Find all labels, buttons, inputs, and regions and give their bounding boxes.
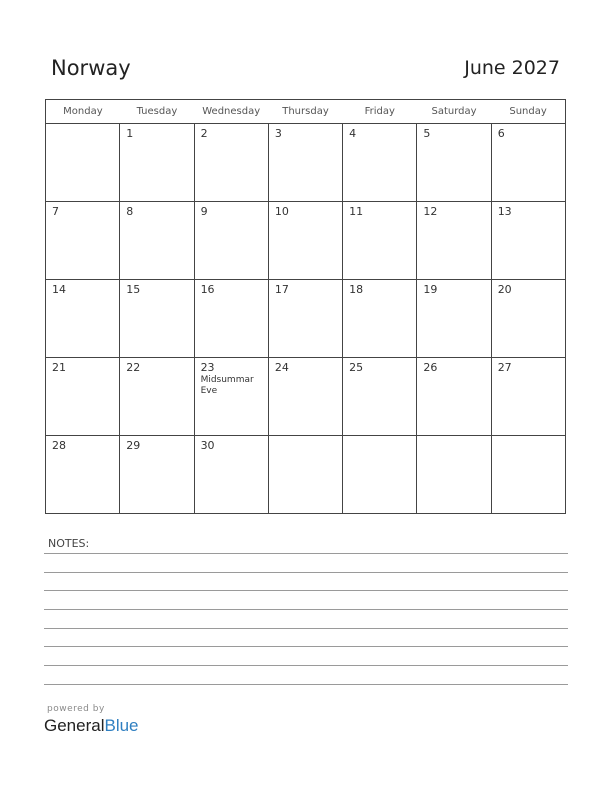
day-cell: [417, 124, 491, 202]
day-cell: [120, 358, 194, 436]
day-cell: [194, 124, 268, 202]
day-cell: [194, 280, 268, 358]
day-cell: [46, 280, 120, 358]
weekday-thursday: Thursday: [268, 100, 342, 124]
day-cell: [491, 280, 565, 358]
day-number: 14: [52, 283, 66, 296]
weekday-header-row: [46, 100, 566, 124]
day-number: [417, 436, 490, 439]
month-title: June 2027: [464, 57, 560, 79]
day-cell: [417, 202, 491, 280]
day-cell: [343, 436, 417, 514]
day-number: [269, 436, 342, 439]
notes-line: [44, 572, 568, 573]
day-number: 28: [52, 439, 66, 452]
day-number: 5: [423, 127, 431, 140]
day-cell: [343, 280, 417, 358]
day-cell: [417, 436, 491, 514]
notes-line: [44, 609, 568, 610]
notes-line: [44, 646, 568, 647]
day-cell: [343, 202, 417, 280]
day-cell: [343, 358, 417, 436]
day-number: 6: [497, 127, 505, 140]
day-cell: [417, 280, 491, 358]
day-number: 8: [126, 205, 134, 218]
day-number: 10: [274, 205, 289, 218]
day-cell: [120, 436, 194, 514]
logo-general-text: General: [44, 716, 105, 735]
day-number: 23: [200, 361, 215, 374]
day-cell: [417, 358, 491, 436]
day-number: 4: [349, 127, 357, 140]
day-cell: [268, 124, 342, 202]
weekday-saturday: Saturday: [417, 100, 491, 124]
day-number: 7: [52, 205, 59, 218]
week-row: [46, 358, 566, 436]
day-number: 3: [274, 127, 282, 140]
day-number: 25: [349, 361, 364, 374]
day-number: 20: [497, 283, 512, 296]
weekday-monday: Monday: [46, 100, 120, 124]
day-number: 30: [200, 439, 215, 452]
day-cell: [46, 358, 120, 436]
day-cell: [491, 436, 565, 514]
week-row: [46, 124, 566, 202]
day-number: 16: [200, 283, 215, 296]
day-cell-holiday: [194, 358, 268, 436]
day-number: 2: [200, 127, 208, 140]
day-number: 29: [126, 439, 141, 452]
logo-blue-text: Blue: [104, 716, 139, 735]
day-number: 15: [126, 283, 141, 296]
day-number: 27: [497, 361, 512, 374]
day-number: 22: [126, 361, 141, 374]
day-cell: [194, 202, 268, 280]
notes-line: [44, 628, 568, 629]
day-number: 17: [274, 283, 289, 296]
powered-by-text: powered by: [47, 704, 105, 714]
day-number: 12: [423, 205, 438, 218]
day-number: 21: [52, 361, 66, 374]
day-cell: [268, 202, 342, 280]
day-cell: [268, 280, 342, 358]
day-cell: [46, 124, 120, 202]
day-cell: [120, 124, 194, 202]
notes-line: [44, 665, 568, 666]
day-cell: [120, 202, 194, 280]
day-cell: [491, 202, 565, 280]
day-cell: [46, 436, 120, 514]
day-number: 26: [423, 361, 438, 374]
day-number: 11: [349, 205, 364, 218]
day-number: 9: [200, 205, 208, 218]
day-cell: [343, 124, 417, 202]
day-cell: [194, 436, 268, 514]
day-number: 24: [274, 361, 289, 374]
week-row: [46, 436, 566, 514]
day-cell: [491, 358, 565, 436]
day-number: 19: [423, 283, 438, 296]
weekday-tuesday: Tuesday: [120, 100, 194, 124]
country-title: Norway: [51, 56, 131, 80]
day-number: [343, 436, 416, 439]
week-row: [46, 280, 566, 358]
day-cell: [46, 202, 120, 280]
weekday-sunday: Sunday: [491, 100, 565, 124]
weekday-wednesday: Wednesday: [194, 100, 268, 124]
notes-line: [44, 553, 568, 554]
day-cell: [268, 436, 342, 514]
notes-line: [44, 684, 568, 685]
generalblue-logo[interactable]: [44, 716, 139, 736]
day-number: 18: [349, 283, 364, 296]
day-number: [46, 124, 119, 127]
day-cell: [268, 358, 342, 436]
day-number: [492, 436, 565, 439]
day-number: 1: [126, 127, 134, 140]
calendar-grid: [45, 99, 566, 514]
day-cell: [491, 124, 565, 202]
day-number: 13: [497, 205, 512, 218]
week-row: [46, 202, 566, 280]
notes-line: [44, 590, 568, 591]
day-cell: [120, 280, 194, 358]
weekday-friday: Friday: [343, 100, 417, 124]
holiday-label: Midsummar Eve: [200, 375, 254, 396]
notes-label: NOTES:: [48, 537, 90, 550]
